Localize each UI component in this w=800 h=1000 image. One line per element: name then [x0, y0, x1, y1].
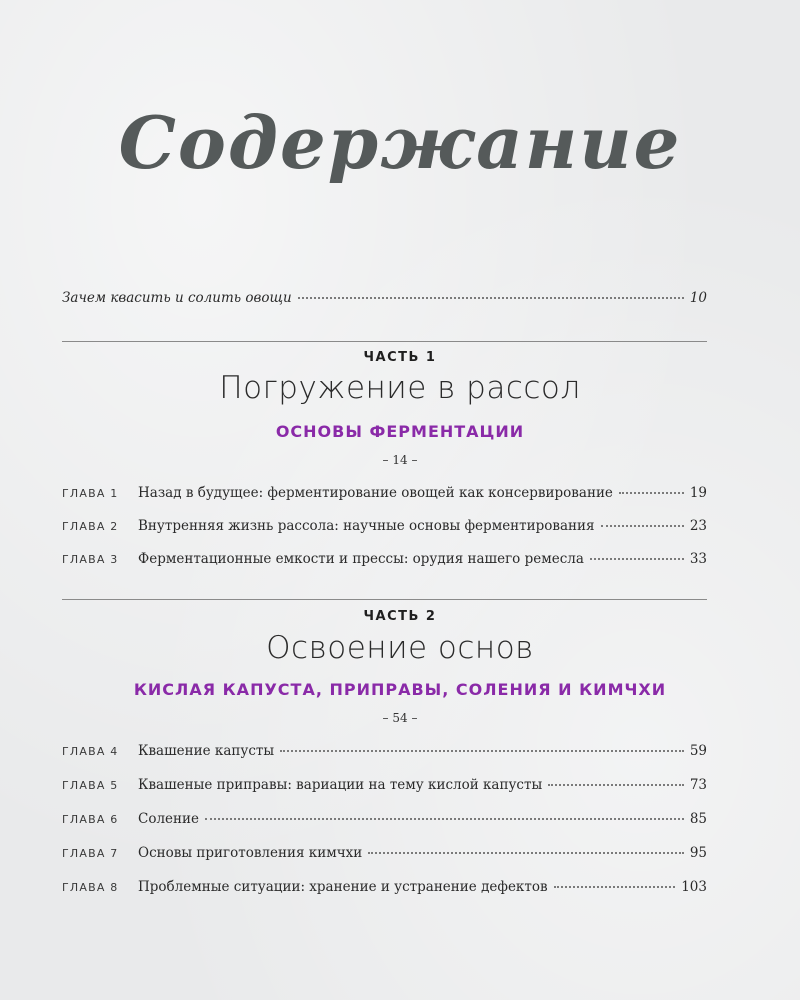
part-subtitle: ОСНОВЫ ФЕРМЕНТАЦИИ	[275, 422, 525, 441]
toc-entry-chapter-8[interactable]	[62, 879, 707, 895]
chapter-page: 23	[689, 518, 707, 534]
chapter-number: ГЛАВА 6	[62, 813, 119, 826]
part-title: Погружение в рассол	[219, 370, 581, 406]
toc-entry-chapter-1[interactable]	[62, 485, 707, 501]
chapter-title: Основы приготовления кимчхи	[138, 845, 363, 861]
chapter-title: Назад в будущее: ферментирование овощей как консервирование	[138, 485, 613, 501]
part-label: ЧАСТЬ 2	[363, 609, 437, 624]
toc-entry-chapter-7[interactable]	[62, 845, 707, 861]
part-label: ЧАСТЬ 1	[363, 350, 437, 365]
dot-leader	[548, 784, 684, 786]
dot-leader	[298, 297, 684, 299]
chapter-page: 103	[681, 879, 707, 895]
chapter-title: Внутренняя жизнь рассола: научные основы ферментирования	[138, 518, 595, 534]
chapter-page: 33	[689, 551, 707, 567]
chapter-number: ГЛАВА 5	[62, 779, 119, 792]
chapter-page: 73	[689, 777, 707, 793]
chapter-title: Ферментационные емкости и прессы: орудия нашего ремесла	[138, 551, 584, 567]
chapter-number: ГЛАВА 3	[62, 553, 119, 566]
dot-leader	[590, 558, 684, 560]
chapter-number: ГЛАВА 4	[62, 745, 119, 758]
chapter-number: ГЛАВА 8	[62, 881, 119, 894]
chapter-number: ГЛАВА 2	[62, 520, 119, 533]
dot-leader	[619, 492, 684, 494]
toc-entry-intro[interactable]	[62, 290, 707, 306]
part-page-number: – 54 –	[382, 711, 418, 725]
dot-leader	[205, 818, 684, 820]
chapter-page: 19	[689, 485, 707, 501]
toc-entry-chapter-3[interactable]	[62, 551, 707, 567]
part-title: Освоение основ	[266, 630, 534, 666]
toc-entry-chapter-4[interactable]	[62, 743, 707, 759]
chapter-title: Квашеные приправы: вариации на тему кислой капусты	[138, 777, 543, 793]
toc-entry-chapter-6[interactable]	[62, 811, 707, 827]
part-page-number: – 14 –	[382, 453, 418, 467]
toc-entry-page: 10	[689, 290, 707, 306]
chapter-page: 59	[689, 743, 707, 759]
page-title: Содержание	[118, 100, 682, 185]
dot-leader	[280, 750, 684, 752]
chapter-page: 85	[689, 811, 707, 827]
chapter-page: 95	[689, 845, 707, 861]
toc-entry-chapter-5[interactable]	[62, 777, 707, 793]
chapter-title: Квашение капусты	[138, 743, 275, 759]
chapter-number: ГЛАВА 7	[62, 847, 119, 860]
chapter-number: ГЛАВА 1	[62, 487, 119, 500]
chapter-title: Проблемные ситуации: хранение и устранение дефектов	[138, 879, 548, 895]
part-subtitle: КИСЛАЯ КАПУСТА, ПРИПРАВЫ, СОЛЕНИЯ И КИМЧХИ	[133, 680, 667, 699]
chapter-title: Соление	[138, 811, 200, 827]
section-divider	[62, 341, 707, 342]
dot-leader	[554, 886, 676, 888]
section-divider	[62, 599, 707, 600]
dot-leader	[368, 852, 684, 854]
dot-leader	[601, 525, 684, 527]
toc-entry-chapter-2[interactable]	[62, 518, 707, 534]
toc-entry-label: Зачем квасить и солить овощи	[62, 290, 292, 306]
